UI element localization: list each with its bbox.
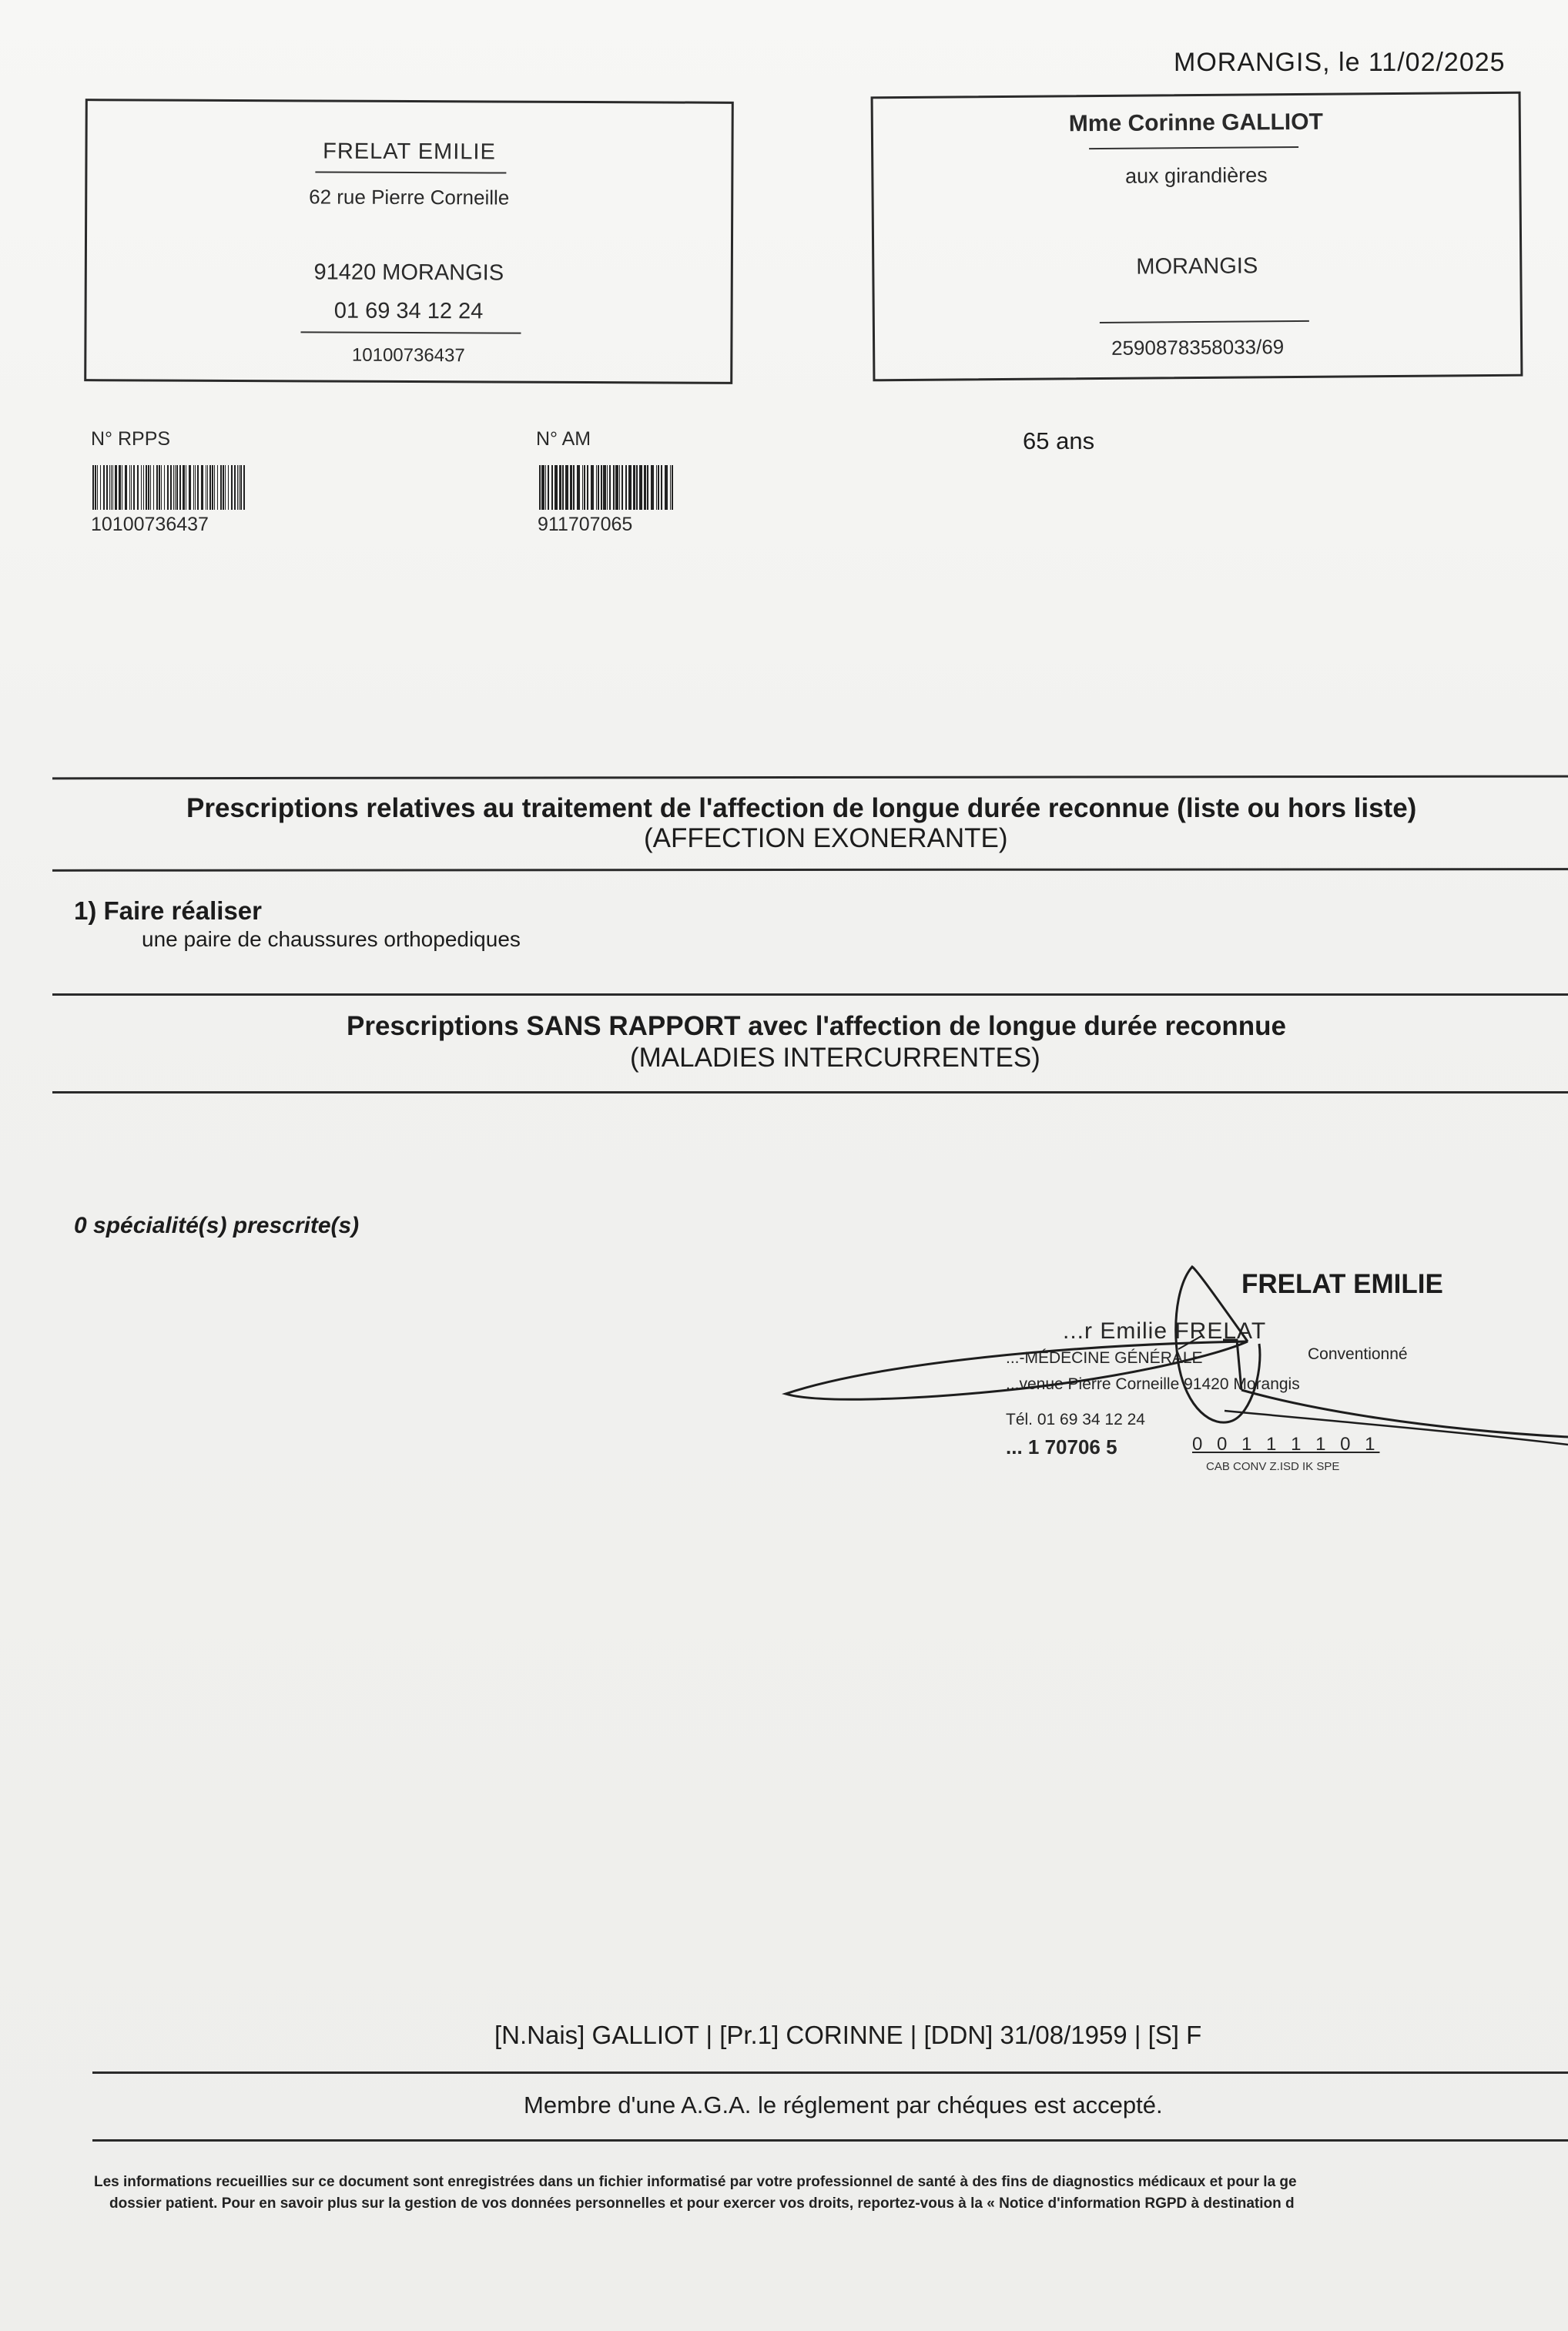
patient-name: Mme Corinne GALLIOT: [1068, 109, 1323, 137]
doctor-street: 62 rue Pierre Corneille: [309, 185, 510, 209]
aga-statement: Membre d'une A.G.A. le réglement par chéques est accepté.: [524, 2092, 1163, 2118]
ald-section-subtitle: (AFFECTION EXONERANTE): [644, 823, 1008, 853]
doctor-city: 91420 MORANGIS: [313, 260, 504, 286]
gdpr-notice-line-2: dossier patient. Pour en savoir plus sur la gestion de vos données personnelles et pour exercer vos droits, reportez-vous à la « Notice d'information RGPD à destination d: [109, 2195, 1295, 2212]
prescription-item-detail: une paire de chaussures orthopediques: [142, 927, 521, 951]
doctor-phone: 01 69 34 12 24: [333, 298, 484, 324]
rpps-value: 10100736437: [91, 514, 209, 535]
footer-rule: [92, 2071, 1568, 2074]
am-label: N° AM: [536, 428, 591, 450]
gdpr-notice-line-1: Les informations recueillies sur ce document sont enregistrées dans un fichier informatisé par votre professionnel de santé à des fins de diagnostics médicaux et pour la ge: [94, 2174, 1297, 2190]
prescription-item-number: 1) Faire réaliser: [74, 896, 262, 925]
patient-age: 65 ans: [1023, 427, 1095, 454]
specialties-count: 0 spécialité(s) prescrite(s): [74, 1213, 360, 1238]
patient-identity-line: [N.Nais] GALLIOT | [Pr.1] CORINNE | [DDN] 31/08/1959 | [S] F: [494, 2021, 1202, 2049]
signature-printed-name: FRELAT EMILIE: [1241, 1269, 1443, 1299]
stamp-doctor-name: ...r Emilie FRELAT: [1063, 1318, 1267, 1344]
footer-rule: [92, 2139, 1568, 2142]
doctor-id: 10100736437: [351, 344, 465, 367]
stamp-box-labels: CAB CONV Z.ISD IK SPE: [1206, 1460, 1340, 1473]
stamp-phone: Tél. 01 69 34 12 24: [1006, 1411, 1145, 1428]
non-ald-section-title: Prescriptions SANS RAPPORT avec l'affection de longue durée reconnue: [347, 1011, 1286, 1041]
stamp-boxes: 0 0 1 1 1 1 0 1: [1192, 1434, 1380, 1455]
patient-ssn: 2590878358033/69: [1111, 335, 1285, 360]
patient-city: MORANGIS: [1136, 253, 1258, 280]
stamp-code: ... 1 70706 5: [1006, 1435, 1117, 1459]
stamp-address: ...venue Pierre Corneille 91420 Morangis: [1006, 1375, 1300, 1393]
patient-address: aux girandières: [1124, 163, 1268, 188]
rpps-label: N° RPPS: [91, 428, 171, 450]
ald-section-title: Prescriptions relatives au traitement de l'affection de longue durée reconnue (liste ou hors liste): [186, 793, 1417, 823]
stamp-convention: Conventionné: [1308, 1345, 1408, 1363]
non-ald-section-subtitle: (MALADIES INTERCURRENTES): [630, 1043, 1040, 1073]
place-and-date: MORANGIS, le 11/02/2025: [1174, 48, 1506, 77]
stamp-specialty: ...-MÉDECINE GÉNÉRALE: [1006, 1349, 1203, 1367]
doctor-name: FRELAT EMILIE: [323, 139, 496, 165]
am-value: 911707065: [538, 514, 633, 535]
